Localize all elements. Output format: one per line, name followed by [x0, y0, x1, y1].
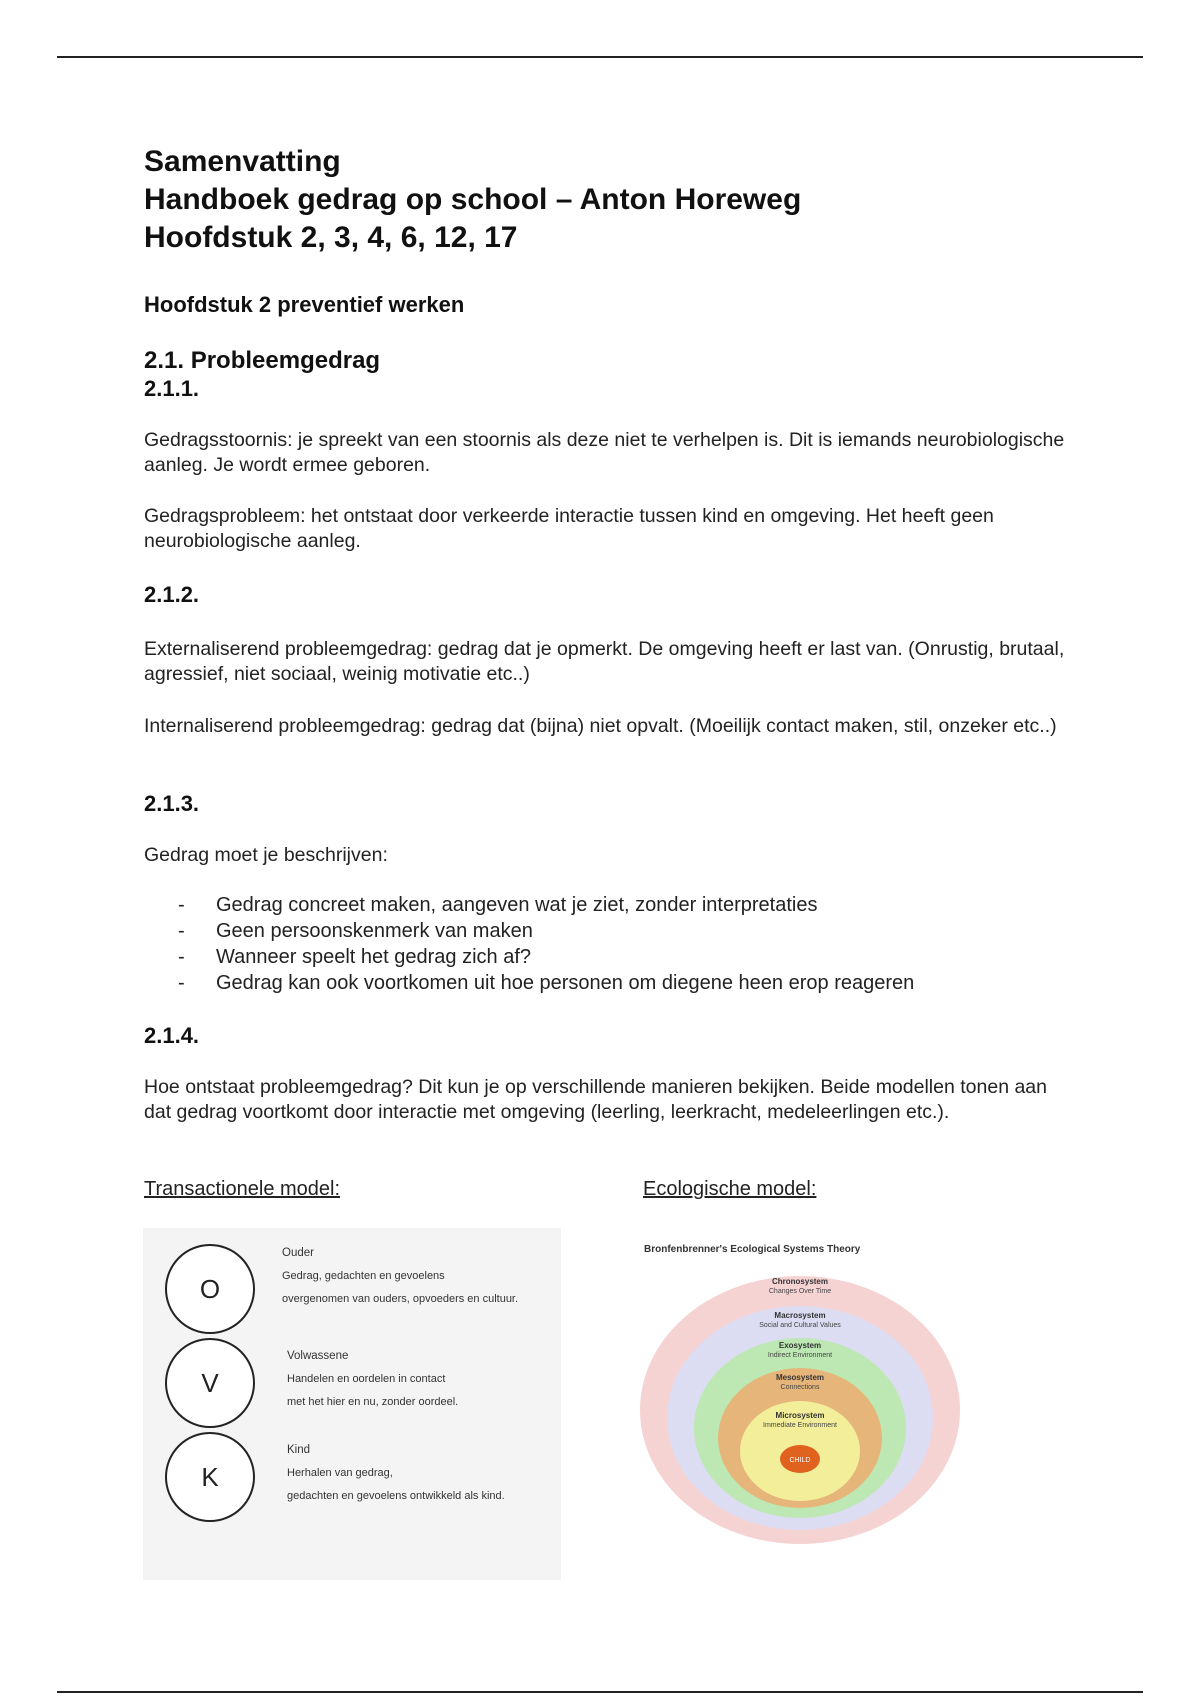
list-item: - Gedrag concreet maken, aangeven wat je ziet, zonder interpretaties [178, 892, 914, 918]
ouder-circle: O [165, 1244, 255, 1334]
kind-circle: K [165, 1432, 255, 1522]
ecological-model-label: Ecologische model: [643, 1178, 817, 1200]
list-item: - Geen persoonskenmerk van maken [178, 918, 914, 944]
document-title [144, 143, 801, 257]
chronosystem-sub: Changes Over Time [768, 1288, 832, 1295]
microsystem-sub: Immediate Environment [763, 1422, 837, 1429]
list-item: - Gedrag kan ook voortkomen uit hoe personen om diegene heen erop reageren [178, 970, 914, 996]
ouder-label: Ouder Gedrag, gedachten en gevoelens overgenomen van ouders, opvoeders en cultuur. [282, 1247, 519, 1305]
transactional-model-label: Transactionele model: [144, 1178, 341, 1200]
paragraph-externaliserend: Externaliserend probleemgedrag: gedrag dat je opmerkt. De omgeving heeft er last van. (Onrustig, brutaal, agressief, niet sociaal, weinig motivatie etc..) [144, 638, 1065, 685]
volwassene-circle: V [165, 1338, 255, 1428]
chapter-heading: Hoofdstuk 2 preventief werken [144, 292, 465, 317]
transactional-model-figure [143, 1228, 561, 1580]
ecological-model-title: Bronfenbrenner's Ecological Systems Theory [644, 1244, 861, 1255]
exosystem-name: Exosystem [778, 1341, 822, 1350]
subsection-2-1-2-heading: 2.1.2. [144, 582, 200, 607]
paragraph-gedragsstoornis: Gedragsstoornis: je spreekt van een stoornis als deze niet te verhelpen is. Dit is iemands neurobiologische aanleg. Je wordt ermee geboren. [144, 429, 1065, 476]
bottom-rule [57, 1691, 1143, 1693]
macrosystem-sub: Social and Cultural Values [759, 1322, 841, 1329]
behavior-description-list [178, 892, 914, 996]
chronosystem-name: Chronosystem [771, 1277, 829, 1286]
exosystem-sub: Indirect Environment [767, 1352, 833, 1359]
list-item: - Wanneer speelt het gedrag zich af? [178, 944, 914, 970]
paragraph-gedragsprobleem: Gedragsprobleem: het ontstaat door verkeerde interactie tussen kind en omgeving. Het heeft geen neurobiologische aanleg. [144, 505, 994, 552]
paragraph-internaliserend: Internaliserend probleemgedrag: gedrag dat (bijna) niet opvalt. (Moeilijk contact maken, stil, onzeker etc..) [144, 715, 1057, 737]
macrosystem-name: Macrosystem [774, 1311, 826, 1320]
section-heading: 2.1. Probleemgedrag [144, 347, 381, 374]
ecological-rings [628, 1238, 988, 1550]
title-line-3: Hoofdstuk 2, 3, 4, 6, 12, 17 [144, 221, 518, 254]
ecological-model-figure [628, 1238, 988, 1550]
mesosystem-name: Mesosystem [775, 1373, 825, 1382]
title-line-2: Handboek gedrag op school – Anton Horeweg [144, 183, 802, 216]
subsection-2-1-1-heading: 2.1.1. [144, 376, 200, 401]
title-line-1: Samenvatting [144, 145, 341, 178]
subsection-2-1-4-heading: 2.1.4. [144, 1023, 200, 1048]
subsection-2-1-3-heading: 2.1.3. [144, 791, 200, 816]
kind-label: Kind Herhalen van gedrag, gedachten en gevoelens ontwikkeld als kind. [287, 1444, 505, 1502]
volwassene-label: Volwassene Handelen en oordelen in contact met het hier en nu, zonder oordeel. [287, 1350, 459, 1408]
top-rule [57, 56, 1143, 58]
paragraph-gedrag-beschrijven: Gedrag moet je beschrijven: [144, 844, 388, 866]
paragraph-probleemgedrag-ontstaan: Hoe ontstaat probleemgedrag? Dit kun je op verschillende manieren bekijken. Beide modellen tonen aan dat gedrag voortkomt door interactie met omgeving (leerling, leerkracht, medeleerlingen etc.). [144, 1076, 1047, 1123]
child-label: CHILD [789, 1457, 811, 1464]
microsystem-name: Microsystem [775, 1411, 825, 1420]
mesosystem-sub: Connections [780, 1384, 820, 1391]
